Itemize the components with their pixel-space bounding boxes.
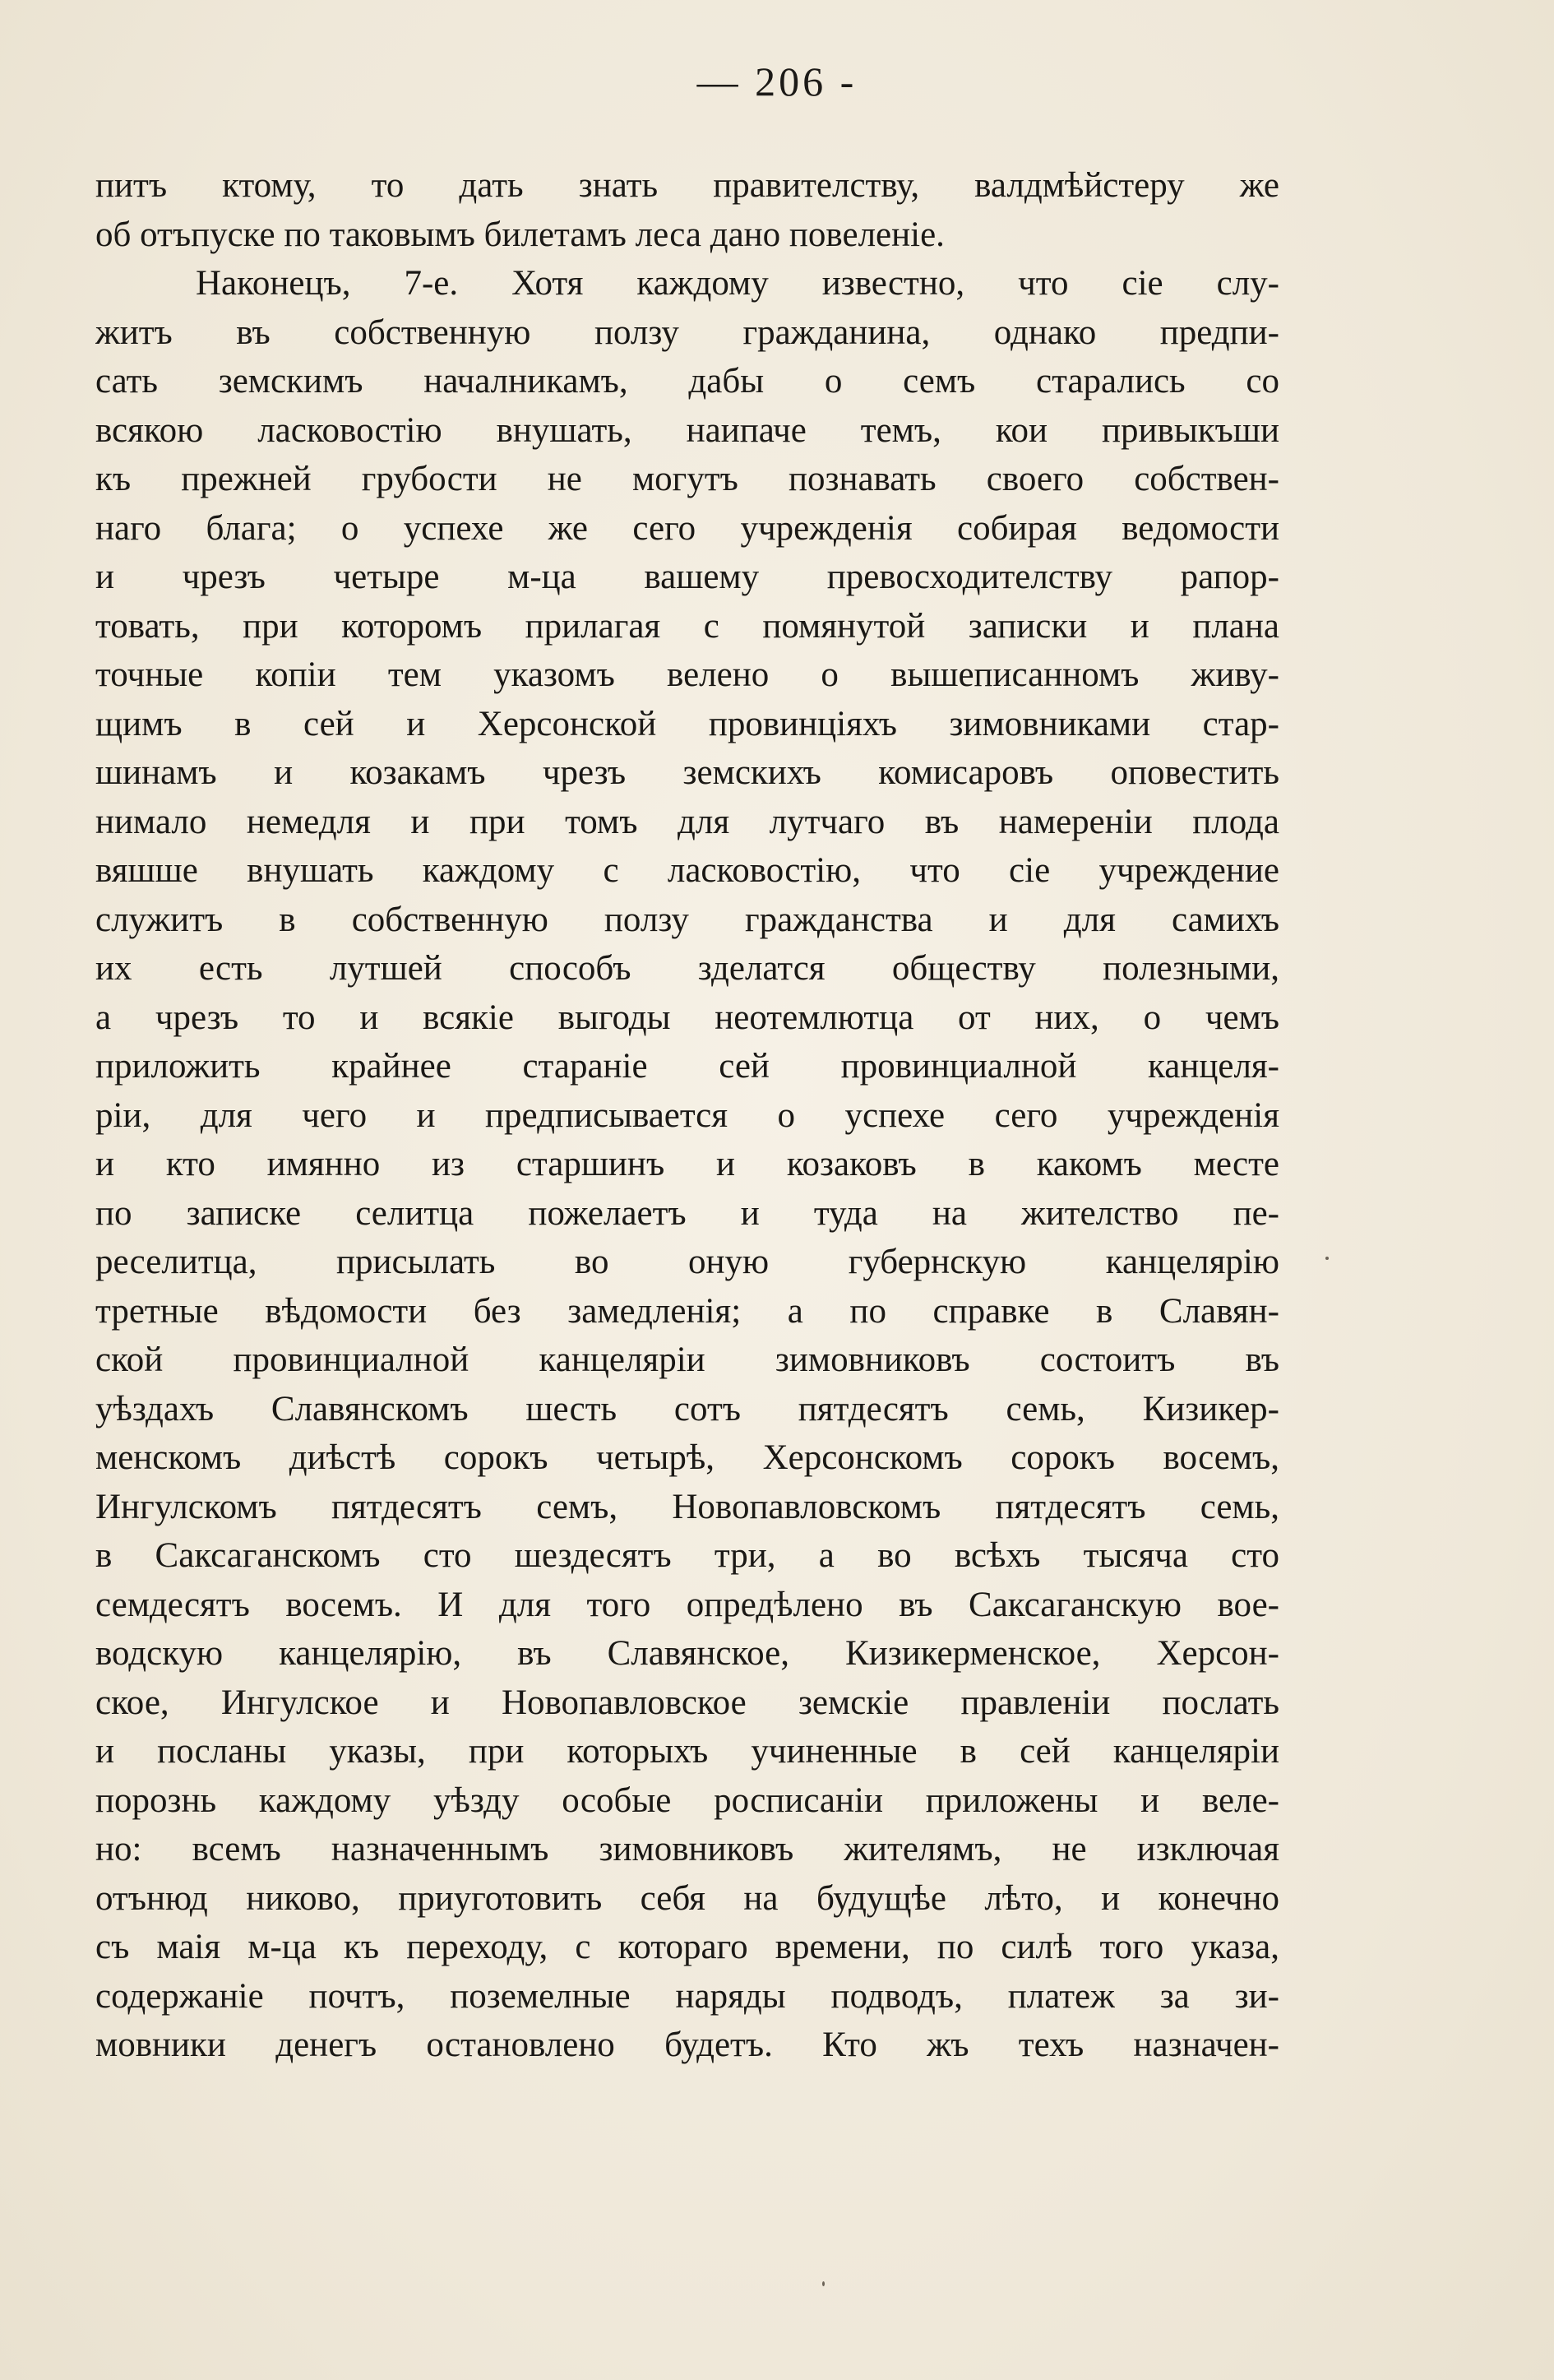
text-line: съ маія м-ца къ переходу, с котораго времени, по силѣ того указа, <box>95 1928 1279 1966</box>
text-line: къ прежней грубости не могутъ познавать своего собствен- <box>95 460 1279 498</box>
text-line: реселитца, присылать во оную губернскую канцелярію <box>95 1243 1279 1281</box>
text-line: сать земскимъ началникамъ, дабы о семъ старались со <box>95 362 1279 401</box>
text-line: менскомъ диѣстѣ сорокъ четырѣ, Херсонскомъ сорокъ восемъ, <box>95 1438 1279 1477</box>
text-line: в Саксаганскомъ сто шездесятъ три, а во всѣхъ тысяча сто <box>95 1536 1279 1575</box>
text-line: нимало немедля и при томъ для лутчаго въ намереніи плода <box>95 802 1279 841</box>
text-line: уѣздахъ Славянскомъ шесть сотъ пятдесятъ семь, Кизикер- <box>95 1389 1279 1428</box>
text-line: служитъ в собственную ползу гражданства и для самихъ <box>95 900 1279 939</box>
text-line: всякою ласковостію внушать, наипаче темъ, кои привыкъши <box>95 410 1279 450</box>
text-line: содержаніе почтъ, поземелные наряды подводъ, платеж за зи- <box>95 1976 1279 2016</box>
text-line: третные вѣдомости без замедленія; а по справке в Славян- <box>95 1291 1279 1331</box>
page-number: — 206 - <box>696 58 858 104</box>
text-line: и посланы указы, при которыхъ учиненные в сей канцеляріи <box>95 1732 1279 1771</box>
text-line: по записке селитца пожелаетъ и туда на жителство пе- <box>95 1193 1279 1233</box>
text-line: а чрезъ то и всякіе выгоды неотемлютца от них, о чемъ <box>95 998 1279 1037</box>
text-line: щимъ в сей и Херсонской провинціяхъ зимовниками стар- <box>95 704 1279 743</box>
text-line: их есть лутшей способъ зделатся обществу полезными, <box>95 949 1279 988</box>
text-line: ское, Ингулское и Новопавловское земскіе правленіи послать <box>95 1683 1279 1722</box>
text-line: но: всемъ назначеннымъ зимовниковъ жителямъ, не изключая <box>95 1830 1279 1868</box>
text-line: приложить крайнее стараніе сей провинциалной канцеля- <box>95 1047 1279 1086</box>
text-line: семдесятъ восемъ. И для того опредѣлено въ Саксаганскую вое- <box>95 1585 1279 1624</box>
paper-speck <box>1325 1257 1329 1260</box>
text-line: товать, при которомъ прилагая с помянутой записки и плана <box>95 606 1279 646</box>
text-line: питъ ктому, то дать знать правителству, валдмѣйстеру же <box>95 166 1279 205</box>
text-line: мовники денегъ остановлено будетъ. Кто жъ техъ назначен- <box>95 2026 1279 2064</box>
text-line: вяшше внушать каждому с ласковостію, что сіе учреждение <box>95 851 1279 890</box>
text-line: Ингулскомъ пятдесятъ семъ, Новопавловскомъ пятдесятъ семь, <box>95 1487 1279 1526</box>
paper-speck <box>822 2281 825 2286</box>
text-line: точные копіи тем указомъ велено о вышеписанномъ живу- <box>95 655 1279 694</box>
text-line: и чрезъ четыре м-ца вашему превосходителству рапор- <box>95 558 1279 596</box>
text-line: об отъпуске по таковымъ билетамъ леса дано повеленіе. <box>95 215 945 254</box>
text-line: шинамъ и козакамъ чрезъ земскихъ комисаровъ оповестить <box>95 753 1279 792</box>
text-line: отънюд никово, приуготовить себя на будущѣе лѣто, и конечно <box>95 1878 1279 1918</box>
text-line: и кто имянно из старшинъ и козаковъ в какомъ месте <box>95 1145 1279 1183</box>
text-line: водскую канцелярію, въ Славянское, Кизикерменское, Херсон- <box>95 1634 1279 1673</box>
text-line: ской провинциалной канцеляріи зимовниковъ состоитъ въ <box>95 1340 1279 1379</box>
text-line: наго блага; о успехе же сего учрежденія собирая ведомости <box>95 508 1279 548</box>
paragraph-start-line: Наконецъ, 7-е. Хотя каждому известно, что сіе слу- <box>196 264 1279 303</box>
text-line: житъ въ собственную ползу гражданина, однако предпи- <box>95 313 1279 352</box>
text-line: порознь каждому уѣзду особые росписаніи приложены и веле- <box>95 1780 1279 1820</box>
text-line: ріи, для чего и предписывается о успехе сего учрежденія <box>95 1095 1279 1135</box>
body-text <box>95 161 1279 2070</box>
